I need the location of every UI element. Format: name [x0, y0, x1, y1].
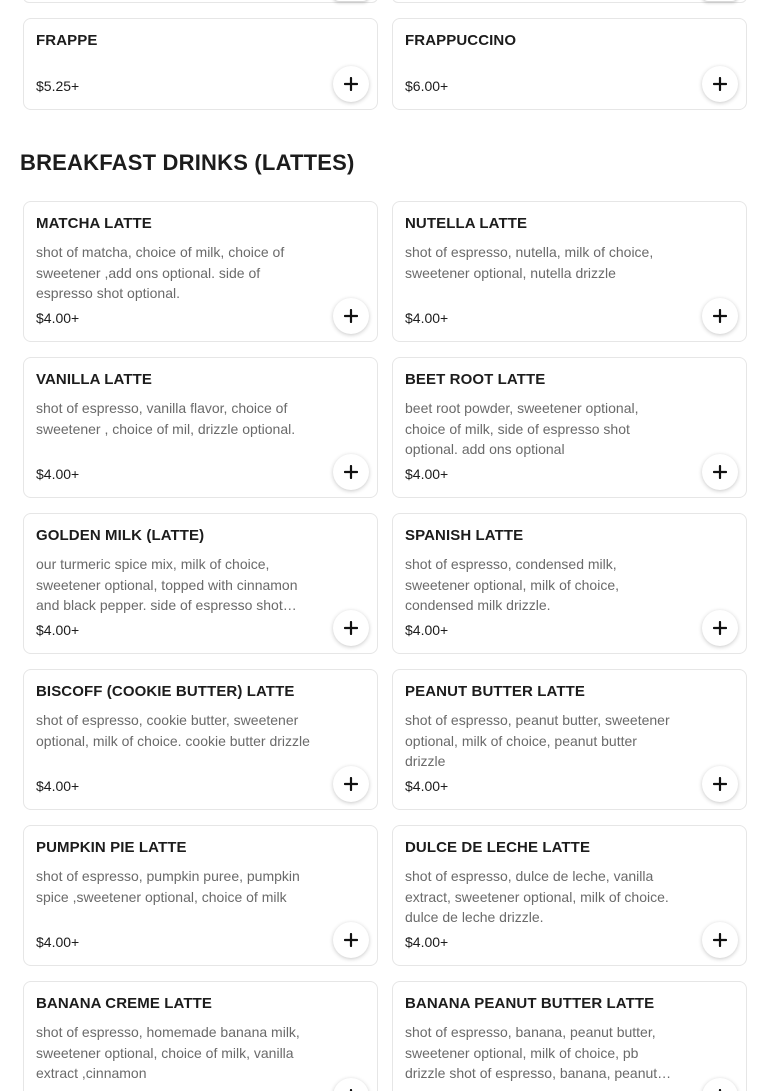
item-name: NUTELLA LATTE: [405, 215, 528, 232]
menu-item-card[interactable]: [23, 513, 378, 654]
add-to-cart-button[interactable]: [702, 610, 738, 646]
add-to-cart-button[interactable]: [333, 922, 369, 958]
add-to-cart-button[interactable]: [333, 766, 369, 802]
plus-icon: [344, 309, 358, 323]
menu-item-card[interactable]: [392, 825, 747, 966]
item-description: beet root powder, sweetener optional, choice of milk, side of espresso shot optional. add ons optional: [405, 400, 639, 457]
add-to-cart-button[interactable]: [333, 298, 369, 334]
item-name: BEET ROOT LATTE: [405, 371, 546, 388]
item-name: PUMPKIN PIE LATTE: [36, 839, 187, 856]
item-price: $4.00+: [405, 622, 449, 638]
plus-icon: [713, 933, 727, 947]
item-name: FRAPPUCCINO: [405, 32, 517, 49]
add-to-cart-button[interactable]: [702, 922, 738, 958]
plus-icon: [713, 777, 727, 791]
menu-item-card[interactable]: [392, 513, 747, 654]
menu-item-card[interactable]: [392, 18, 747, 110]
item-price: $4.00+: [36, 466, 80, 482]
item-name: VANILLA LATTE: [36, 371, 153, 388]
section-title: BREAKFAST DRINKS (LATTES): [20, 150, 355, 175]
plus-icon: [713, 77, 727, 91]
add-to-cart-button[interactable]: [333, 454, 369, 490]
item-description: shot of espresso, cookie butter, sweetener optional, milk of choice. cookie butter drizzle: [36, 712, 310, 749]
menu-item-card-partial[interactable]: [392, 0, 747, 3]
item-name: MATCHA LATTE: [36, 215, 152, 232]
item-name: BISCOFF (COOKIE BUTTER) LATTE: [36, 683, 295, 700]
item-description: shot of espresso, peanut butter, sweetener optional, milk of choice, peanut butter drizzle: [405, 712, 670, 769]
plus-icon: [344, 933, 358, 947]
add-to-cart-button[interactable]: [702, 766, 738, 802]
menu-item-card[interactable]: [392, 201, 747, 342]
item-description: our turmeric spice mix, milk of choice, sweetener optional, topped with cinnamon and black pepper. side of espresso shot: [36, 556, 298, 613]
item-price: $4.00+: [405, 934, 449, 950]
menu-item-card[interactable]: [23, 357, 378, 498]
plus-icon: [713, 309, 727, 323]
plus-icon: [344, 777, 358, 791]
item-description: shot of espresso, pumpkin puree, pumpkin spice ,sweetener optional, choice of milk: [36, 868, 300, 905]
item-price: $4.00+: [405, 466, 449, 482]
item-name: BANANA PEANUT BUTTER LATTE: [405, 995, 655, 1012]
item-description: shot of espresso, banana, peanut butter, sweetener optional, milk of choice, pb drizzle shot of espresso, banana, peanut: [405, 1024, 658, 1081]
item-description: shot of espresso, dulce de leche, vanilla extract, sweetener optional, milk of choice. dulce de leche drizzle.: [405, 868, 669, 925]
item-name: DULCE DE LECHE LATTE: [405, 839, 591, 856]
menu-item-card[interactable]: [392, 669, 747, 810]
menu-item-card[interactable]: [392, 357, 747, 498]
item-description: shot of espresso, vanilla flavor, choice of sweetener , choice of mil, drizzle optional.: [36, 400, 296, 437]
plus-icon: [713, 465, 727, 479]
item-price: $4.00+: [36, 310, 80, 326]
item-name: SPANISH LATTE: [405, 527, 524, 544]
add-to-cart-button[interactable]: [702, 66, 738, 102]
item-description: shot of espresso, homemade banana milk, sweetener optional, choice of milk, vanilla extract ,cinnamon: [36, 1024, 300, 1081]
item-price: $6.00+: [405, 78, 449, 94]
menu-item-card[interactable]: [23, 18, 378, 110]
menu-item-card[interactable]: [23, 669, 378, 810]
menu-item-card[interactable]: [23, 825, 378, 966]
item-name: BANANA CREME LATTE: [36, 995, 212, 1012]
item-price: $4.00+: [405, 778, 449, 794]
item-price: $4.00+: [405, 310, 449, 326]
item-price: $4.00+: [36, 778, 80, 794]
add-to-cart-button[interactable]: [702, 454, 738, 490]
item-description: shot of matcha, choice of milk, choice of sweetener ,add ons optional. side of espresso shot optional.: [36, 244, 285, 301]
plus-icon: [344, 465, 358, 479]
menu-item-card-partial[interactable]: [23, 0, 378, 3]
plus-icon: [713, 621, 727, 635]
plus-icon: [344, 77, 358, 91]
menu-item-card[interactable]: [23, 201, 378, 342]
item-description: shot of espresso, nutella, milk of choice, sweetener optional, nutella drizzle: [405, 244, 654, 281]
add-to-cart-button[interactable]: [702, 298, 738, 334]
item-name: GOLDEN MILK (LATTE): [36, 527, 205, 544]
add-to-cart-button[interactable]: [702, 1078, 738, 1091]
add-to-cart-button[interactable]: [333, 0, 369, 1]
item-name: PEANUT BUTTER LATTE: [405, 683, 585, 700]
menu-item-card[interactable]: [392, 981, 747, 1091]
item-price: $4.00+: [36, 934, 80, 950]
add-to-cart-button[interactable]: [333, 1078, 369, 1091]
item-price: $5.25+: [36, 78, 80, 94]
item-name: FRAPPE: [36, 32, 98, 49]
item-price: $4.00+: [36, 622, 80, 638]
add-to-cart-button[interactable]: [333, 66, 369, 102]
plus-icon: [344, 621, 358, 635]
item-description: shot of espresso, condensed milk, sweetener optional, milk of choice, condensed milk drizzle.: [405, 556, 619, 613]
add-to-cart-button[interactable]: [702, 0, 738, 1]
menu-item-card[interactable]: [23, 981, 378, 1091]
add-to-cart-button[interactable]: [333, 610, 369, 646]
